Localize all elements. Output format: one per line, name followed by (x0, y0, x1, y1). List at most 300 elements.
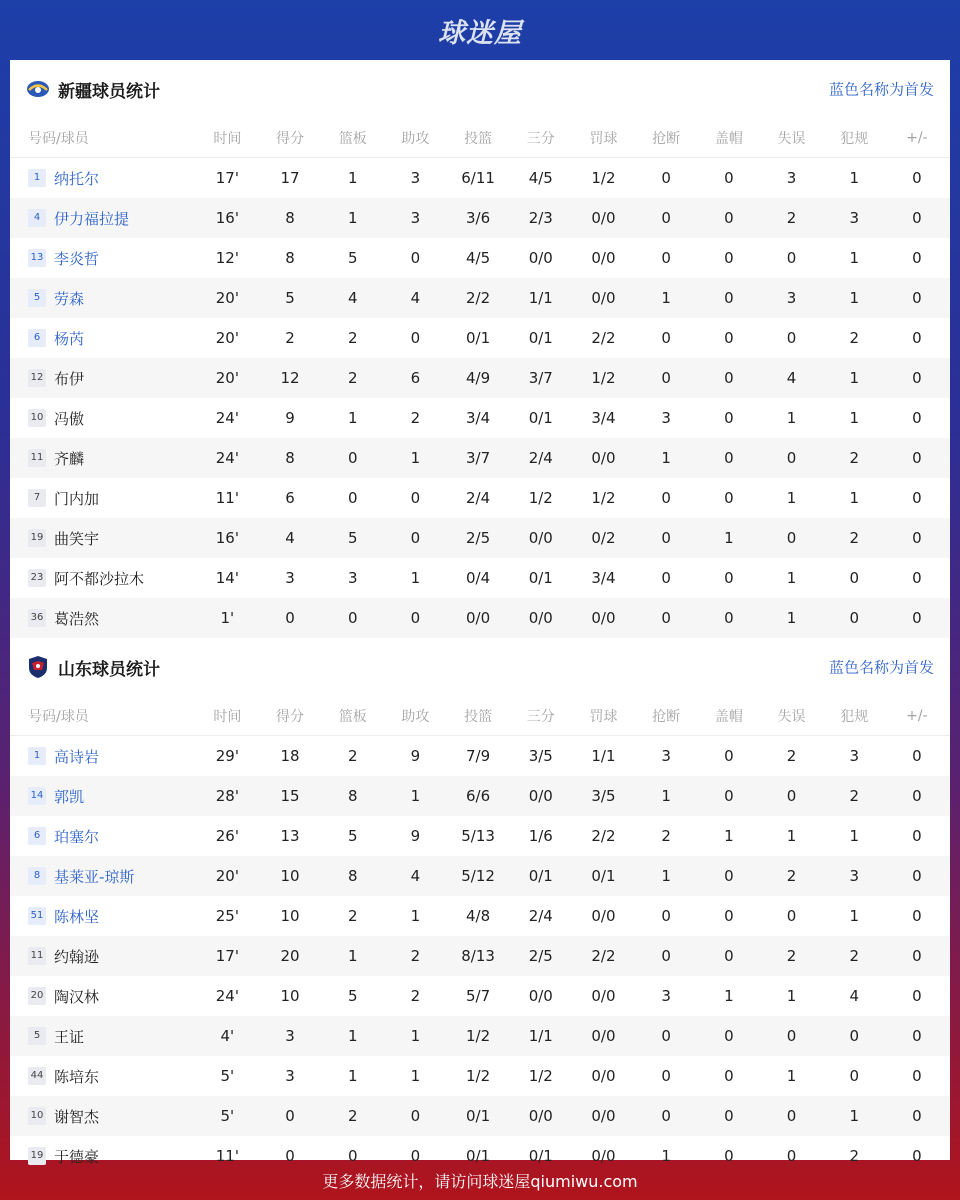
jersey-number-badge: 10 (28, 409, 46, 427)
player-row[interactable] (10, 856, 950, 896)
player-row[interactable] (10, 278, 950, 318)
starter-note: 蓝色名称为首发 (828, 80, 934, 99)
stat-cell: 0 (912, 449, 922, 467)
player-cell (10, 746, 196, 767)
stat-cell: 2 (849, 947, 859, 965)
stat-cell: 1/2 (466, 1027, 491, 1045)
column-header[interactable]: 三分 (526, 708, 555, 725)
player-row[interactable] (10, 198, 950, 238)
player-cell (10, 906, 196, 927)
stat-cell: 25' (215, 907, 239, 925)
stat-cell: 0/1 (528, 1147, 553, 1165)
stat-cell: 0/0 (591, 907, 616, 925)
stat-cell: 11' (215, 489, 239, 507)
jersey-number-badge: 14 (28, 787, 46, 805)
stat-cell: 0/0 (528, 987, 553, 1005)
player-row[interactable] (10, 598, 950, 638)
stat-cell: 2 (849, 329, 859, 347)
stat-cell: 1 (849, 289, 859, 307)
player-row[interactable] (10, 158, 950, 198)
stat-cell: 0 (724, 449, 734, 467)
player-cell (10, 866, 196, 887)
stat-cell: 0/0 (528, 787, 553, 805)
stat-cell: 1 (786, 1067, 797, 1085)
player-name[interactable]: 纳托尔 (54, 169, 100, 188)
jersey-number-badge: 23 (28, 569, 46, 587)
stat-cell: 0/0 (528, 529, 553, 547)
stat-cell: 2 (347, 369, 358, 387)
stat-cell: 24' (215, 987, 239, 1005)
stat-cell: 1 (410, 907, 421, 925)
stat-cell: 1 (786, 409, 797, 427)
player-row[interactable] (10, 976, 950, 1016)
player-name[interactable]: 门内加 (54, 489, 100, 508)
stat-cell: 0/2 (591, 529, 616, 547)
stat-cell: 8/13 (461, 947, 495, 965)
stat-cell: 1/1 (528, 1027, 553, 1045)
jersey-number-badge: 36 (28, 609, 46, 627)
stat-cell: 0/0 (591, 1107, 616, 1125)
player-row[interactable] (10, 1096, 950, 1136)
stat-cell: 1 (849, 369, 859, 387)
player-name[interactable]: 冯傲 (54, 409, 85, 428)
stat-cell: 0 (912, 409, 922, 427)
player-cell (10, 786, 196, 807)
stat-cell: 3 (285, 1027, 295, 1045)
stat-cell: 0/0 (591, 1027, 616, 1045)
stat-cell: 0 (912, 169, 922, 187)
stat-cell: 12 (280, 369, 300, 387)
stat-cell: 0/1 (528, 867, 553, 885)
jersey-number-badge: 5 (28, 289, 46, 307)
stat-cell: 4/9 (466, 369, 491, 387)
stat-cell: 2 (347, 329, 358, 347)
player-row[interactable] (10, 558, 950, 598)
column-header[interactable]: 犯规 (840, 708, 869, 725)
stat-cell: 2/5 (466, 529, 491, 547)
jersey-number-badge: 1 (28, 747, 46, 765)
stat-cell: 0 (724, 249, 734, 267)
stat-cell: 2 (786, 747, 797, 765)
stat-cell: 1 (786, 609, 797, 627)
stat-cell: 2/5 (528, 947, 553, 965)
stat-cell: 0/4 (466, 569, 491, 587)
player-name[interactable]: 劳森 (54, 289, 85, 308)
player-row[interactable] (10, 736, 950, 776)
stat-cell: 0 (912, 489, 922, 507)
column-header[interactable]: 时间 (213, 708, 242, 725)
stat-cell: 0 (410, 1147, 421, 1165)
stat-cell: 15 (280, 787, 300, 805)
stat-cell: 17 (280, 169, 300, 187)
stat-cell: 5/12 (461, 867, 495, 885)
stat-cell: 0 (724, 329, 734, 347)
stat-cell: 1/2 (528, 1067, 553, 1085)
stat-cell: 0 (912, 529, 922, 547)
stat-cell: 0 (786, 329, 797, 347)
stat-cell: 4 (410, 289, 421, 307)
stat-cell: 1 (661, 867, 671, 885)
stat-cell: 2 (849, 529, 859, 547)
column-header[interactable]: 篮板 (338, 130, 367, 147)
column-header[interactable]: 犯规 (840, 130, 869, 147)
footer-text: 更多数据统计，请访问球迷屋qiumiwu.com (322, 1171, 638, 1191)
stat-cell: 3 (410, 169, 421, 187)
stat-cell: 2/2 (591, 329, 616, 347)
jersey-number-badge: 5 (28, 1027, 46, 1045)
stat-cell: 0 (912, 1147, 922, 1165)
starter-note: 蓝色名称为首发 (828, 658, 934, 677)
stat-cell: 0 (724, 489, 734, 507)
column-header[interactable]: 得分 (276, 708, 305, 725)
stat-cell: 0 (912, 907, 922, 925)
stat-cell: 2 (661, 827, 671, 845)
stat-cell: 9 (410, 827, 421, 845)
stat-cell: 10 (280, 987, 300, 1005)
stat-cell: 5/13 (461, 827, 495, 845)
player-row[interactable] (10, 318, 950, 358)
stat-cell: 2 (849, 787, 859, 805)
stat-cell: 0 (661, 947, 671, 965)
stat-cell: 2/4 (528, 907, 553, 925)
stat-cell: 1 (849, 409, 859, 427)
column-header[interactable]: 失误 (777, 130, 806, 147)
stat-cell: 2 (410, 409, 421, 427)
stat-cell: 0/0 (591, 987, 616, 1005)
stat-cell: 0 (347, 609, 358, 627)
player-row[interactable] (10, 1056, 950, 1096)
stat-cell: 2 (786, 867, 797, 885)
stat-cell: 0 (912, 289, 922, 307)
jersey-number-badge: 6 (28, 329, 46, 347)
stat-cell: 0 (661, 329, 671, 347)
section-header (10, 60, 950, 118)
stat-cell: 0/0 (528, 609, 553, 627)
stat-cell: 2 (347, 747, 358, 765)
player-name[interactable]: 葛浩然 (54, 609, 100, 628)
stat-cell: 0 (724, 787, 734, 805)
player-cell (10, 1066, 196, 1087)
stat-cell: 0 (786, 449, 797, 467)
stat-cell: 1 (661, 289, 671, 307)
stat-cell: 1/1 (528, 289, 553, 307)
stat-cell: 16' (215, 209, 239, 227)
player-row[interactable] (10, 1016, 950, 1056)
stat-cell: 5 (347, 987, 358, 1005)
stat-cell: 1 (347, 1067, 358, 1085)
player-name[interactable]: 王证 (54, 1027, 85, 1046)
player-name[interactable]: 杨芮 (54, 329, 85, 348)
stat-cell: 0 (724, 609, 734, 627)
stat-cell: 3 (410, 209, 421, 227)
stat-cell: 1 (410, 1067, 421, 1085)
stat-cell: 1' (220, 609, 235, 627)
stat-cell: 0 (347, 449, 358, 467)
stat-cell: 0 (661, 529, 671, 547)
stat-cell: 0 (912, 569, 922, 587)
stat-cell: 0 (849, 609, 859, 627)
player-cell (10, 408, 196, 429)
stat-cell: 4 (849, 987, 859, 1005)
stat-cell: 5 (347, 249, 358, 267)
player-name[interactable]: 约翰逊 (54, 947, 100, 966)
stat-cell: 0 (786, 1147, 797, 1165)
stat-cell: 0 (912, 827, 922, 845)
stat-cell: 1/6 (528, 827, 553, 845)
section-header (10, 638, 950, 696)
player-name[interactable]: 曲笑宇 (54, 529, 100, 548)
stat-cell: 2 (849, 449, 859, 467)
stat-cell: 17' (215, 947, 239, 965)
stat-cell: 3/5 (528, 747, 553, 765)
stat-cell: 3/4 (591, 409, 616, 427)
brand-logo-text: 球迷屋 (438, 17, 522, 49)
stat-cell: 20' (215, 369, 239, 387)
footer-banner[interactable] (0, 1160, 960, 1200)
stat-cell: 0 (724, 907, 734, 925)
stat-cell: 3/5 (591, 787, 616, 805)
stat-cell: 8 (285, 449, 295, 467)
player-name[interactable]: 基莱亚-琼斯 (54, 867, 135, 886)
stat-cell: 0/0 (591, 209, 616, 227)
stat-cell: 3/4 (591, 569, 616, 587)
stat-cell: 5 (347, 827, 358, 845)
player-cell (10, 1026, 196, 1047)
stat-cell: 3/6 (466, 209, 491, 227)
stat-cell: 1 (347, 209, 358, 227)
stat-cell: 1 (661, 449, 671, 467)
column-header[interactable]: +/- (906, 129, 928, 146)
stat-cell: 6 (410, 369, 421, 387)
stat-cell: 0 (661, 209, 671, 227)
stat-cell: 2 (347, 907, 358, 925)
player-row[interactable] (10, 896, 950, 936)
stat-cell: 0 (410, 529, 421, 547)
stat-cell: 0/0 (591, 449, 616, 467)
stat-cell: 2/4 (528, 449, 553, 467)
stat-cell: 0 (849, 1027, 859, 1045)
stat-cell: 8 (285, 249, 295, 267)
stat-cell: 0 (912, 249, 922, 267)
stat-cell: 4/8 (466, 907, 491, 925)
column-header-row (10, 696, 950, 736)
player-name[interactable]: 伊力福拉提 (54, 209, 130, 228)
player-name[interactable]: 陈林坚 (54, 907, 100, 926)
stat-cell: 1 (347, 409, 358, 427)
stat-cell: 0 (347, 1147, 358, 1165)
stat-cell: 0 (285, 609, 295, 627)
stat-cell: 3 (285, 569, 295, 587)
stat-cell: 0 (661, 907, 671, 925)
stat-cell: 0 (786, 907, 797, 925)
player-name[interactable]: 高诗岩 (54, 747, 100, 766)
player-name[interactable]: 陈培东 (54, 1067, 100, 1086)
jersey-number-badge: 4 (28, 209, 46, 227)
stat-cell: 3 (661, 409, 671, 427)
stat-cell: 0 (410, 609, 421, 627)
column-header[interactable]: 三分 (526, 130, 555, 147)
stat-cell: 0 (724, 1067, 734, 1085)
stat-cell: 0 (724, 369, 734, 387)
column-header[interactable]: 投篮 (464, 130, 493, 147)
stat-cell: 0 (786, 1107, 797, 1125)
stat-cell: 0/1 (466, 1147, 491, 1165)
player-name[interactable]: 齐麟 (54, 449, 85, 468)
column-header[interactable]: 失误 (777, 708, 806, 725)
player-name[interactable]: 谢智杰 (54, 1107, 100, 1126)
stat-cell: 2 (410, 947, 421, 965)
stat-cell: 3/7 (466, 449, 491, 467)
stat-cell: 26' (215, 827, 239, 845)
team-logo-icon (26, 77, 50, 101)
stat-cell: 4 (285, 529, 295, 547)
stat-cell: 0 (285, 1107, 295, 1125)
stat-cell: 0 (912, 1027, 922, 1045)
stat-cell: 9 (410, 747, 421, 765)
column-header[interactable]: 助攻 (401, 130, 430, 147)
stat-cell: 0 (724, 569, 734, 587)
stat-cell: 17' (215, 169, 239, 187)
player-cell (10, 528, 196, 549)
player-name[interactable]: 李炎哲 (54, 249, 100, 268)
player-cell (10, 488, 196, 509)
jersey-number-badge: 6 (28, 827, 46, 845)
stat-cell: 2/2 (466, 289, 491, 307)
column-header[interactable]: 盖帽 (714, 130, 743, 147)
jersey-number-badge: 20 (28, 987, 46, 1005)
player-name[interactable]: 于德豪 (54, 1147, 100, 1166)
stat-cell: 1 (410, 569, 421, 587)
stat-cell: 5' (220, 1107, 235, 1125)
column-header[interactable]: 投篮 (464, 708, 493, 725)
player-row[interactable] (10, 776, 950, 816)
stat-cell: 0/1 (528, 409, 553, 427)
stat-cell: 0 (661, 1107, 671, 1125)
player-cell (10, 288, 196, 309)
player-row[interactable] (10, 238, 950, 278)
stat-cell: 2/2 (591, 947, 616, 965)
player-row[interactable] (10, 936, 950, 976)
stat-cell: 0 (912, 329, 922, 347)
stat-cell: 3 (661, 987, 671, 1005)
stat-cell: 2/4 (466, 489, 491, 507)
stat-cell: 3 (661, 747, 671, 765)
stat-cell: 1 (786, 569, 797, 587)
jersey-number-badge: 11 (28, 449, 46, 467)
stat-cell: 0 (724, 747, 734, 765)
player-row[interactable] (10, 518, 950, 558)
column-header-player[interactable]: 号码/球员 (28, 708, 89, 725)
stat-cell: 0 (724, 1027, 734, 1045)
stat-cell: 20' (215, 289, 239, 307)
stat-cell: 1 (849, 1107, 859, 1125)
stat-cell: 1/2 (591, 489, 616, 507)
player-row[interactable] (10, 478, 950, 518)
stat-cell: 1 (786, 987, 797, 1005)
column-header[interactable]: 抢断 (652, 708, 681, 725)
stat-cell: 1 (849, 907, 859, 925)
stat-cell: 28' (215, 787, 239, 805)
stat-cell: 0 (410, 1107, 421, 1125)
stat-cell: 0 (724, 409, 734, 427)
team-logo-icon (26, 655, 50, 679)
stat-cell: 1/2 (466, 1067, 491, 1085)
stat-cell: 0/1 (528, 569, 553, 587)
stat-cell: 1 (724, 529, 734, 547)
stat-cell: 0 (912, 369, 922, 387)
stat-cell: 0 (912, 209, 922, 227)
column-header[interactable]: +/- (906, 707, 928, 724)
stat-cell: 1/1 (591, 747, 616, 765)
player-cell (10, 248, 196, 269)
player-row[interactable] (10, 438, 950, 478)
stat-cell: 3/4 (466, 409, 491, 427)
stat-cell: 13 (280, 827, 300, 845)
column-header-player[interactable]: 号码/球员 (28, 130, 89, 147)
stat-cell: 10 (280, 867, 300, 885)
player-row[interactable] (10, 816, 950, 856)
stat-cell: 1 (724, 987, 734, 1005)
player-cell (10, 328, 196, 349)
column-header[interactable]: 抢断 (652, 130, 681, 147)
jersey-number-badge: 44 (28, 1067, 46, 1085)
player-cell (10, 608, 196, 629)
column-header[interactable]: 得分 (276, 130, 305, 147)
jersey-number-badge: 51 (28, 907, 46, 925)
stat-cell: 0 (786, 787, 797, 805)
stat-cell: 2 (786, 947, 797, 965)
stat-cell: 0/0 (591, 289, 616, 307)
column-header[interactable]: 罚球 (589, 708, 618, 725)
jersey-number-badge: 7 (28, 489, 46, 507)
stat-cell: 5 (347, 529, 358, 547)
stat-cell: 1 (724, 827, 734, 845)
stat-cell: 0 (661, 569, 671, 587)
stat-cell: 4' (220, 1027, 235, 1045)
column-header[interactable]: 罚球 (589, 130, 618, 147)
stat-cell: 4 (347, 289, 358, 307)
stat-cell: 0 (912, 1107, 922, 1125)
stat-cell: 20' (215, 329, 239, 347)
stat-cell: 4 (410, 867, 421, 885)
stat-cell: 0 (849, 569, 859, 587)
stat-cell: 0 (661, 1067, 671, 1085)
stat-cell: 1 (849, 489, 859, 507)
stat-cell: 0/0 (591, 1147, 616, 1165)
player-cell (10, 208, 196, 229)
stat-cell: 1 (786, 827, 797, 845)
player-name[interactable]: 郭凯 (54, 787, 85, 806)
stat-cell: 1 (347, 169, 358, 187)
column-header[interactable]: 盖帽 (714, 708, 743, 725)
column-header[interactable]: 时间 (213, 130, 242, 147)
player-name[interactable]: 珀塞尔 (54, 827, 100, 846)
stat-cell: 0/1 (466, 1107, 491, 1125)
player-row[interactable] (10, 398, 950, 438)
column-header[interactable]: 篮板 (338, 708, 367, 725)
player-row[interactable] (10, 358, 950, 398)
column-header-row (10, 118, 950, 158)
player-name[interactable]: 阿不都沙拉木 (54, 569, 145, 588)
column-header[interactable]: 助攻 (401, 708, 430, 725)
stat-cell: 1 (347, 947, 358, 965)
stat-cell: 1 (849, 169, 859, 187)
stat-cell: 0 (661, 249, 671, 267)
stat-cell: 3 (849, 209, 859, 227)
player-name[interactable]: 布伊 (54, 369, 85, 388)
player-name[interactable]: 陶汉林 (54, 987, 100, 1006)
jersey-number-badge: 19 (28, 529, 46, 547)
